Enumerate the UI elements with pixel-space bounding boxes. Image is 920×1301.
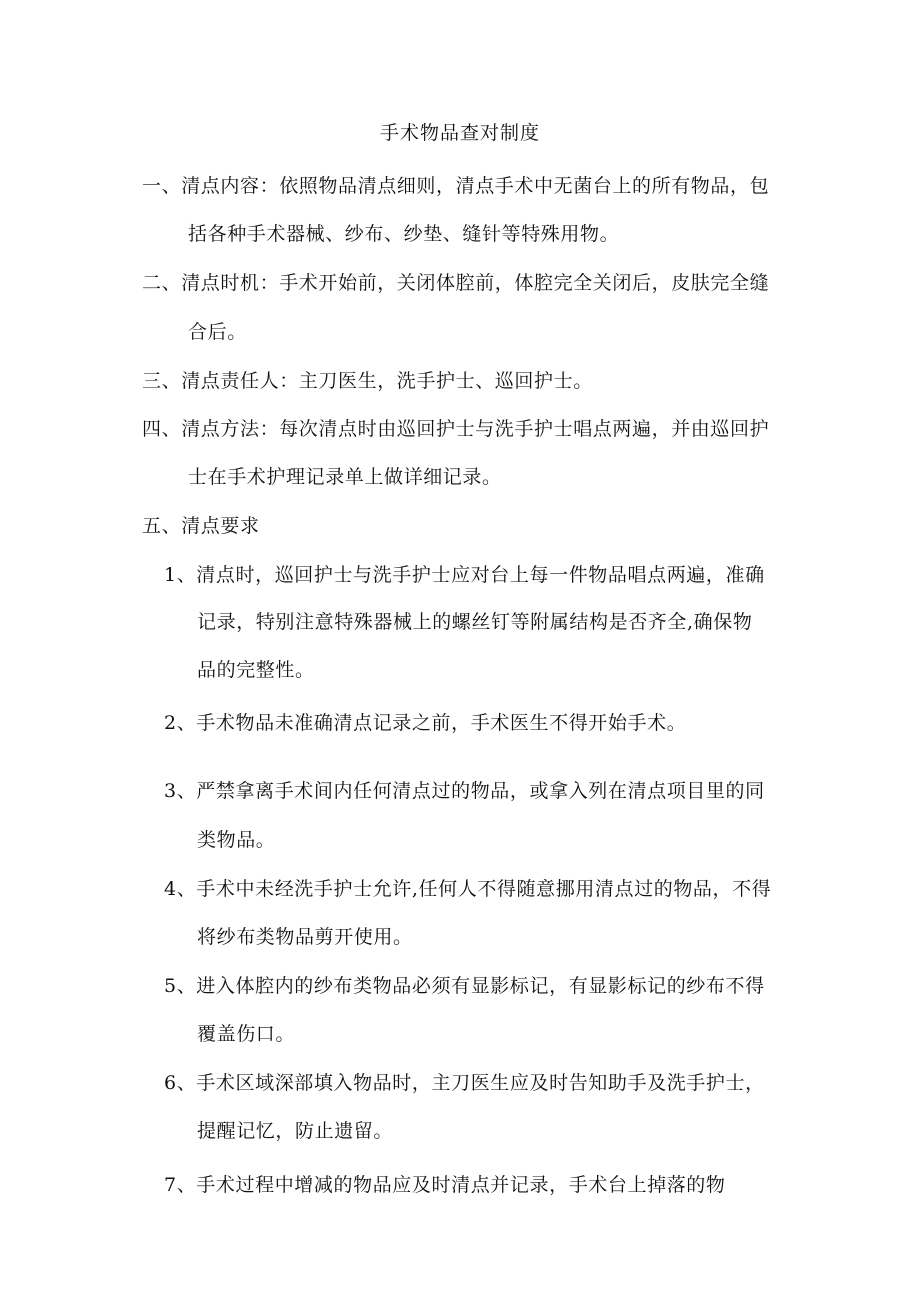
section-5-line-1: 五、清点要求 [142,515,260,537]
requirement-3-line-2: 类物品。 [197,829,276,851]
section-1-line-2: 括各种手术器械、纱布、纱垫、缝针等特殊用物。 [188,223,620,245]
section-4-line-1: 四、清点方法：每次清点时由巡回护士与洗手护士唱点两遍，并由巡回护 [142,418,770,440]
requirement-5-line-2: 覆盖伤口。 [197,1023,296,1045]
section-2-line-1: 二、清点时机：手术开始前，关闭体腔前，体腔完全关闭后，皮肤完全缝 [142,272,770,294]
requirement-2-line-1: 2、手术物品未准确清点记录之前，手术医生不得开始手术。 [164,712,687,734]
section-4-line-2: 士在手术护理记录单上做详细记录。 [188,466,502,488]
section-2-line-2: 合后。 [188,321,247,343]
document-title: 手术物品查对制度 [379,122,540,144]
requirement-7-line-1: 7、手术过程中增减的物品应及时清点并记录，手术台上掉落的物 [164,1174,726,1196]
requirement-1-line-3: 品的完整性。 [197,659,315,681]
requirement-5-line-1: 5、进入体腔内的纱布类物品必须有显影标记，有显影标记的纱布不得 [164,975,765,997]
requirement-1-line-2: 记录，特别注意特殊器械上的螺丝钉等附属结构是否齐全,确保物 [197,611,753,633]
requirement-3-line-1: 3、严禁拿离手术间内任何清点过的物品，或拿入列在清点项目里的同 [164,780,765,802]
section-3-line-1: 三、清点责任人：主刀医生，洗手护士、巡回护士。 [142,370,593,392]
requirement-4-line-1: 4、手术中未经洗手护士允许,任何人不得随意挪用清点过的物品，不得 [164,878,772,900]
requirement-6-line-2: 提醒记忆，防止遗留。 [197,1120,394,1142]
requirement-6-line-1: 6、手术区域深部填入物品时，主刀医生应及时告知助手及洗手护士， [164,1072,765,1094]
section-1-line-1: 一、清点内容：依照物品清点细则，清点手术中无菌台上的所有物品，包 [142,175,770,197]
requirement-4-line-2: 将纱布类物品剪开使用。 [197,926,413,948]
requirement-1-line-1: 1、清点时，巡回护士与洗手护士应对台上每一件物品唱点两遍，准确 [164,564,765,586]
